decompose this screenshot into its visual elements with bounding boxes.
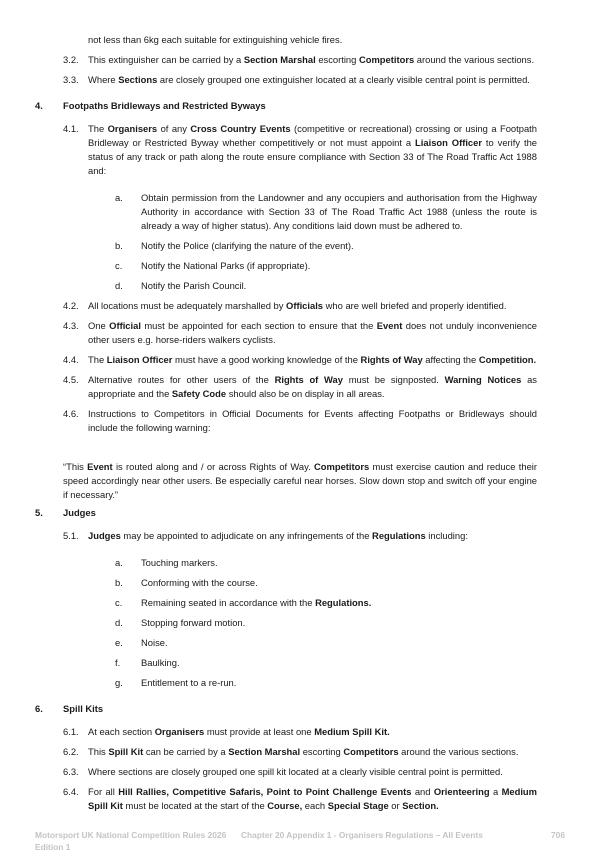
defined-term: Regulations: [372, 530, 426, 541]
paragraph: [63, 529, 537, 543]
defined-term: Spill Kit: [108, 746, 144, 757]
footer-page-number: 706: [551, 830, 565, 840]
item-text: [63, 99, 537, 113]
item-number: c.: [115, 260, 123, 271]
item-text: [88, 53, 537, 67]
text-run: Entitlement to a re-run.: [141, 677, 237, 688]
item-text: [141, 676, 537, 690]
text-run: escorting: [300, 746, 344, 757]
item-number: d.: [115, 280, 123, 291]
item-text: [63, 702, 537, 716]
item-number: 6.1.: [63, 726, 79, 737]
item-text: [88, 33, 537, 47]
item-number: b.: [115, 240, 123, 251]
paragraph: [63, 765, 537, 779]
list-item: [115, 596, 537, 610]
text-run: This: [88, 746, 109, 757]
list-item: [115, 576, 537, 590]
text-run: each: [302, 800, 328, 811]
list-item: [115, 279, 537, 293]
footer-title: Motorsport UK National Competition Rules 2026: [35, 830, 227, 840]
item-text: [141, 239, 537, 253]
item-number: a.: [115, 192, 123, 203]
defined-term: Competition.: [478, 354, 537, 365]
paragraph: [63, 73, 537, 87]
item-text: [88, 407, 537, 435]
text-run: around the various sections.: [414, 54, 535, 65]
list-item: [115, 191, 537, 233]
text-run: Baulking.: [141, 657, 180, 668]
paragraph: [63, 745, 537, 759]
defined-term: Rights of Way: [360, 354, 423, 365]
list-item: [115, 556, 537, 570]
defined-term: Officials: [286, 300, 324, 311]
defined-term: Warning Notices: [444, 374, 522, 385]
text-run: must be located at the start of the: [122, 800, 268, 811]
item-text: [141, 191, 537, 233]
item-text: [141, 656, 537, 670]
item-number: 3.3.: [63, 74, 79, 85]
item-number: 4.: [35, 100, 43, 111]
item-text: [88, 373, 537, 401]
text-run: This extinguisher can be carried by a: [88, 54, 244, 65]
defined-term: Medium Spill Kit: [88, 786, 537, 811]
defined-term: Organisers: [107, 123, 158, 134]
item-number: e.: [115, 637, 123, 648]
paragraph: [63, 407, 537, 435]
list-item: [115, 259, 537, 273]
text-run: and: [411, 786, 434, 797]
item-number: d.: [115, 617, 123, 628]
text-run: including:: [425, 530, 468, 541]
item-number: 4.2.: [63, 300, 79, 311]
page-footer: [0, 829, 600, 859]
paragraph: [63, 122, 537, 178]
item-text: [141, 259, 537, 273]
defined-term: Cross Country Events: [190, 123, 291, 134]
text-run: escorting: [315, 54, 359, 65]
list-item: [115, 616, 537, 630]
item-number: c.: [115, 597, 123, 608]
item-text: [88, 765, 537, 779]
text-run: are closely grouped one extinguisher located at a clearly visible central point is permitted.: [157, 74, 530, 85]
defined-term: Special Stage: [327, 800, 389, 811]
item-number: 5.: [35, 507, 43, 518]
defined-term: Organisers: [154, 726, 205, 737]
list-item: [115, 239, 537, 253]
text-run: can be carried by a: [143, 746, 229, 757]
footer-edition: Edition 1: [35, 842, 71, 852]
item-number: 4.3.: [63, 320, 79, 331]
footer-chapter: Chapter 20 Appendix 1 - Organisers Regulations – All Events: [241, 830, 483, 840]
item-number: 6.3.: [63, 766, 79, 777]
item-text: [141, 636, 537, 650]
item-text: [141, 279, 537, 293]
paragraph: [63, 373, 537, 401]
text-run: must provide at least one: [204, 726, 315, 737]
item-text: [88, 353, 537, 367]
text-run: At each section: [88, 726, 155, 737]
text-run: must be signposted.: [342, 374, 445, 385]
text-run: Obtain permission from the Landowner and any occupiers and authorisation from the Highway Authority in accordance with Section 33 of The Road Traffic Act 1988 (unless the route is already a way of higher status). Any conditions laid down must be adhered to.: [141, 192, 537, 231]
text-run: around the various sections.: [398, 746, 519, 757]
item-text: [88, 745, 537, 759]
defined-term: Safety Code: [171, 388, 227, 399]
defined-term: Hill Rallies, Competitive Safaris, Point to Point Challenge Events: [118, 786, 412, 797]
item-number: g.: [115, 677, 123, 688]
text-run: The: [88, 354, 107, 365]
defined-term: Orienteering: [433, 786, 490, 797]
item-text: [88, 529, 537, 543]
text-run: a: [489, 786, 502, 797]
text-run: Conforming with the course.: [141, 577, 258, 588]
item-text: [88, 122, 537, 178]
item-text: [63, 506, 537, 520]
defined-term: Official: [109, 320, 141, 331]
text-run: affecting the: [422, 354, 479, 365]
item-text: [141, 556, 537, 570]
section-heading: [35, 99, 537, 113]
text-run: should also be on display in all areas.: [226, 388, 385, 399]
defined-term: Medium Spill Kit.: [314, 726, 390, 737]
item-number: 6.4.: [63, 786, 79, 797]
text-run: must exercise caution and reduce their speed accordingly near other users. Be especially careful near horses. Slow down stop and switch off your engine if necessary.”: [63, 461, 537, 500]
paragraph: [63, 725, 537, 739]
text-run: Where: [88, 74, 119, 85]
defined-term: Section.: [402, 800, 439, 811]
item-number: 4.6.: [63, 408, 79, 419]
footer-publication: [35, 829, 230, 853]
item-text: [88, 319, 537, 347]
item-number: b.: [115, 577, 123, 588]
list-item: [115, 636, 537, 650]
defined-term: Event: [376, 320, 403, 331]
defined-term: Course,: [267, 800, 303, 811]
item-number: 4.1.: [63, 123, 79, 134]
text-run: For all: [88, 786, 119, 797]
text-run: Stopping forward motion.: [141, 617, 246, 628]
text-run: does not unduly inconvenience other users e.g. horse-riders walkers cyclists.: [88, 320, 537, 345]
defined-term: Rights of Way: [274, 374, 343, 385]
text-run: All locations must be adequately marshalled by: [88, 300, 287, 311]
text-run: (competitive or recreational) crossing or using a Footpath Bridleway or Restricted Byway whether competitively or not must appoint a: [88, 123, 537, 148]
item-number: 5.1.: [63, 530, 79, 541]
item-text: [88, 299, 537, 313]
paragraph: [63, 319, 537, 347]
list-item: [115, 676, 537, 690]
text-run: Notify the Parish Council.: [141, 280, 247, 291]
item-text: [63, 460, 537, 502]
paragraph: [88, 33, 537, 47]
text-run: Instructions to Competitors in Official Documents for Events affecting Footpaths or Bridleways should include the following warning:: [88, 408, 537, 433]
defined-term: Competitors: [343, 746, 399, 757]
text-run: Alternative routes for other users of the: [88, 374, 275, 385]
text-run: as appropriate and the: [88, 374, 537, 399]
text-run: The: [88, 123, 108, 134]
text-run: Noise.: [141, 637, 168, 648]
text-run: Notify the Police (clarifying the nature of the event).: [141, 240, 354, 251]
item-text: [88, 785, 537, 813]
item-number: 4.4.: [63, 354, 79, 365]
text-run: Where sections are closely grouped one spill kit located at a clearly visible central point is permitted.: [88, 766, 503, 777]
defined-term: Section Marshal: [228, 746, 301, 757]
text-run: Touching markers.: [141, 557, 218, 568]
text-run: of any: [157, 123, 191, 134]
defined-term: Liaison Officer: [415, 137, 482, 148]
defined-term: Competitors: [358, 54, 415, 65]
text-run: Remaining seated in accordance with the: [141, 597, 316, 608]
text-run: not less than 6kg each suitable for extinguishing vehicle fires.: [88, 34, 343, 45]
text-run: One: [88, 320, 110, 331]
item-number: 3.2.: [63, 54, 79, 65]
defined-term: Judges: [63, 507, 96, 518]
defined-term: Event: [87, 461, 113, 472]
item-text: [141, 576, 537, 590]
paragraph: [63, 53, 537, 67]
defined-term: Section Marshal: [243, 54, 316, 65]
text-run: or: [388, 800, 403, 811]
defined-term: Regulations.: [315, 597, 372, 608]
quoted-warning: [63, 460, 537, 502]
defined-term: Footpaths Bridleways and Restricted Byways: [63, 100, 266, 111]
text-run: must be appointed for each section to ensure that the: [140, 320, 377, 331]
item-number: 4.5.: [63, 374, 79, 385]
text-run: is routed along and / or across Rights of Way.: [112, 461, 315, 472]
item-number: f.: [115, 657, 121, 668]
paragraph: [63, 785, 537, 813]
defined-term: Sections: [118, 74, 158, 85]
defined-term: Liaison Officer: [106, 354, 173, 365]
paragraph: [63, 299, 537, 313]
defined-term: Spill Kits: [63, 703, 104, 714]
item-number: 6.: [35, 703, 43, 714]
text-run: who are well briefed and properly identified.: [323, 300, 507, 311]
item-text: [88, 725, 537, 739]
text-run: “This: [63, 461, 88, 472]
defined-term: Judges: [88, 530, 121, 541]
list-item: [115, 656, 537, 670]
item-number: 6.2.: [63, 746, 79, 757]
item-text: [141, 616, 537, 630]
item-text: [141, 596, 537, 610]
item-text: [88, 73, 537, 87]
defined-term: Competitors: [314, 461, 370, 472]
item-number: a.: [115, 557, 123, 568]
text-run: to verify the status of any track or path along the route ensure compliance with Section 33 of The Road Traffic Act 1988 and:: [88, 137, 537, 176]
text-run: must have a good working knowledge of the: [172, 354, 361, 365]
text-run: Notify the National Parks (if appropriate).: [141, 260, 311, 271]
section-heading: [35, 506, 537, 520]
paragraph: [63, 353, 537, 367]
text-run: may be appointed to adjudicate on any infringements of the: [120, 530, 373, 541]
section-heading: [35, 702, 537, 716]
